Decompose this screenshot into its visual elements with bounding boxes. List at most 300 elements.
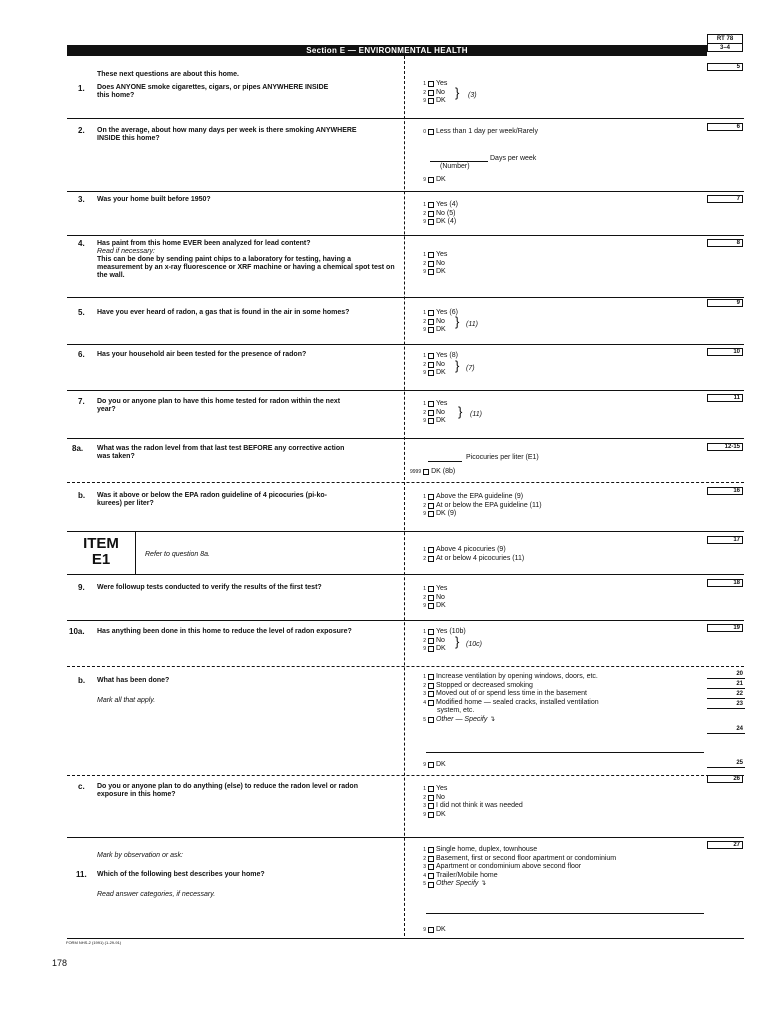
corner-code-line2: 3–4 [719,45,730,51]
q2-number: 2. [78,126,85,135]
section-header [67,45,707,56]
checkbox[interactable] [428,211,434,217]
item-e1-option-below[interactable] [420,555,524,564]
field-number-7: 7 [707,195,743,203]
option-label: DK (8b) [431,468,456,475]
option-code: 0 [423,129,426,135]
q4-option-dk[interactable] [420,268,447,277]
q5-option-yes[interactable] [420,309,458,318]
checkbox[interactable] [428,586,434,592]
checkbox[interactable] [428,882,434,888]
q1-option-yes[interactable] [420,80,447,89]
q10a-skip: (10c) [466,641,482,648]
option-code: 9 [423,603,426,610]
option-label: No [436,408,445,416]
divider-q2 [67,191,744,192]
divider-q5 [67,344,744,345]
q10c-number: c. [78,782,85,791]
checkbox[interactable] [428,202,434,208]
q4-read-if: Read if necessary: [97,248,155,255]
checkbox[interactable] [428,98,434,104]
option-label: Yes [436,400,448,407]
option-code: 1 [423,401,426,407]
option-code: 2 [423,361,426,368]
option-code: 1 [423,81,426,87]
q10b-option-modified[interactable] [420,699,599,708]
divider-q7 [67,438,744,439]
checkbox[interactable] [428,81,434,87]
q11-option-other[interactable] [420,880,616,889]
field-number-9: 9 [707,299,743,307]
checkbox[interactable] [428,847,434,853]
divider-item-e1 [67,574,744,575]
q9-option-dk[interactable] [420,602,447,611]
q3-number: 3. [78,195,85,204]
divider-q6 [67,390,744,391]
q6-brace: } [455,358,460,373]
option-label: At or below 4 picocuries (11) [436,554,525,562]
q10b-instruction: Mark all that apply. [97,697,156,704]
q11-options [420,846,616,889]
q4-options [420,251,447,277]
option-label: Stopped or decreased smoking [436,681,533,689]
checkbox[interactable] [428,683,434,689]
checkbox[interactable] [428,856,434,862]
q7-brace: } [458,404,463,419]
item-e1-id: E1 [91,551,111,568]
option-label: DK [436,176,446,183]
checkbox[interactable] [428,319,434,325]
q1-skip: (3) [468,92,477,99]
q7-option-dk[interactable] [420,417,447,426]
q2-days-input-line[interactable] [430,161,488,162]
field-number-12-15: 12-15 [707,443,743,451]
q5-option-dk[interactable] [420,326,458,335]
q3-option-yes[interactable] [420,201,458,210]
q8b-options [420,493,542,519]
field-number-18: 18 [707,579,743,587]
option-label: Yes (8) [436,352,458,359]
q11-number: 11. [76,870,87,879]
option-label: Single home, duplex, townhouse [436,846,538,853]
q4-option-yes[interactable] [420,251,447,260]
field-number-17: 17 [707,536,743,544]
checkbox[interactable] [428,803,434,809]
q8b-option-below[interactable] [420,502,542,511]
q4-option-no[interactable] [420,260,447,269]
option-code: 9 [423,762,426,768]
q10c-option-dk[interactable] [420,811,523,820]
q5-option-no[interactable] [420,318,458,327]
checkbox[interactable] [428,674,434,680]
option-code: 3 [423,864,426,871]
field-number-22: 22 [707,691,745,699]
checkbox[interactable] [428,864,434,870]
option-label: No [436,259,445,267]
q8a-option-dk[interactable] [410,468,455,477]
option-code: 4 [423,699,426,706]
option-label: No (5) [436,209,456,217]
field-number-8: 8 [707,239,743,247]
q7-skip: (11) [470,411,482,418]
option-code: 9999 [410,469,422,475]
option-code: 4 [423,872,426,879]
option-code: 1 [423,202,426,208]
option-code: 9 [423,177,426,183]
q3-option-no[interactable] [420,210,458,219]
q5-skip: (11) [466,321,478,328]
q9-option-no[interactable] [420,594,447,603]
checkbox[interactable] [428,691,434,697]
option-label: Modified home — sealed cracks, installed ventilation [436,698,599,706]
option-code: 5 [423,881,426,888]
q10a-brace: } [455,634,460,649]
q8b-text: Was it above or below the EPA radon guideline of 4 picocuries (pi-ko-kurees) per liter? [97,492,327,507]
checkbox[interactable] [428,503,434,509]
option-label: Less than 1 day per week/Rarely [436,128,538,135]
option-code: 1 [423,786,426,792]
option-label: DK [436,810,446,818]
q5-brace: } [455,314,460,329]
q4-text: Has paint from this home EVER been analyzed for lead content? [97,240,311,247]
q8a-text: What was the radon level from that last test BEFORE any corrective action was taken? [97,445,345,460]
option-label: No [436,636,445,644]
q4-read-text: This can be done by sending paint chips to a laboratory for testing, having a measurement by an x-ray fluorescence or XRF machine or having a chemical spot test on the wall. [97,256,395,279]
option-code: 2 [423,210,426,217]
option-code: 2 [423,260,426,267]
q1-options [420,80,447,106]
option-label: Moved out of or spend less time in the basement [436,690,587,698]
checkbox[interactable] [428,762,434,768]
corner-code-line1: RT 78 [708,35,742,44]
q9-option-yes[interactable] [420,585,447,594]
option-label: Apartment or condominium above second floor [436,863,582,871]
field-number-27: 27 [707,841,743,849]
q7-options [420,400,447,426]
q7-text: Do you or anyone plan to have this home tested for radon within the next year? [97,398,341,413]
field-number-6: 6 [707,123,743,131]
divider-q9 [67,620,744,621]
option-code: 9 [423,98,426,105]
option-label-cont: system, etc. [437,707,475,715]
item-e1-label-box [67,532,136,574]
q9-options [420,585,447,611]
divider-q10c [67,837,744,838]
checkbox[interactable] [428,927,434,933]
checkbox[interactable] [428,327,434,333]
option-label: No [436,593,445,601]
option-label: Yes (10b) [436,628,466,635]
q11-option-low-apartment[interactable] [420,855,616,864]
section-title: Section E — ENVIRONMENTAL HEALTH [306,46,468,55]
option-code: 2 [423,502,426,509]
q2-days-label: Days per week [490,155,537,162]
field-number-24: 24 [707,726,745,734]
q6-option-dk[interactable] [420,369,458,378]
field-number-23: 23 [707,701,745,709]
q10a-number: 10a. [69,627,85,636]
option-code: 9 [423,811,426,818]
field-number-21: 21 [707,681,745,689]
checkbox[interactable] [428,261,434,267]
divider-q10a [67,666,744,667]
checkbox[interactable] [428,595,434,601]
option-label: Trailer/Mobile home [436,871,498,879]
q6-number: 6. [78,350,85,359]
checkbox[interactable] [428,410,434,416]
checkbox[interactable] [428,362,434,368]
option-label: DK [436,761,446,768]
checkbox[interactable] [428,90,434,96]
option-label: Yes [436,80,448,87]
checkbox[interactable] [428,717,434,723]
checkbox[interactable] [428,310,434,316]
q11-option-high-apartment[interactable] [420,863,616,872]
checkbox[interactable] [428,252,434,258]
item-e1-refer: Refer to question 8a. [145,551,210,558]
q6-text: Has your household air been tested for the presence of radon? [97,351,307,358]
q10b-option-other[interactable] [420,716,599,725]
q6-skip: (7) [466,365,475,372]
q8b-option-above[interactable] [420,493,542,502]
field-number-10: 10 [707,348,743,356]
option-label: DK [436,417,446,425]
checkbox[interactable] [428,494,434,500]
q8a-level-input-line[interactable] [428,461,462,462]
option-code: 9 [423,219,426,226]
option-label: No [436,317,445,325]
q2-option-dk[interactable] [420,176,446,185]
checkbox[interactable] [428,177,434,183]
q8b-number: b. [78,491,86,500]
q10b-specify-line[interactable] [426,752,704,753]
checkbox[interactable] [428,269,434,275]
option-label: Other — Specify [436,715,488,723]
option-label: No [436,88,445,96]
q1-option-no[interactable] [420,89,447,98]
q1-text: Does ANYONE smoke cigarettes, cigars, or pipes ANYWHERE INSIDE this home? [97,84,329,99]
q6-option-yes[interactable] [420,352,458,361]
divider-q1 [67,118,744,119]
q2-number-label: (Number) [440,163,470,170]
divider-bottom [67,938,744,939]
option-code: 1 [423,310,426,316]
checkbox[interactable] [428,795,434,801]
option-label: Above the EPA guideline (9) [436,493,524,500]
option-code: 3 [423,691,426,698]
divider-q4 [67,297,744,298]
option-code: 2 [423,555,426,562]
checkbox[interactable] [428,418,434,424]
checkbox[interactable] [428,129,434,135]
q5-number: 5. [78,308,85,317]
field-number-25: 25 [707,760,745,768]
checkbox[interactable] [428,873,434,879]
item-e1-options [420,546,524,563]
q11-instruction-read: Read answer categories, if necessary. [97,891,216,898]
option-label: Increase ventilation by opening windows, doors, etc. [436,673,598,680]
option-label: Yes [436,785,448,792]
q11-specify-line[interactable] [426,913,704,914]
q7-option-no[interactable] [420,409,447,418]
option-code: 2 [423,409,426,416]
option-code: 1 [423,353,426,359]
option-code: 1 [423,252,426,258]
option-code: 2 [423,594,426,601]
q10c-option-yes[interactable] [420,785,523,794]
option-code: 1 [423,586,426,592]
option-label: No [436,360,445,368]
q8a-picocuries-label: Picocuries per liter (E1) [466,454,539,461]
q10b-text: What has been done? [97,677,170,684]
field-number-20: 20 [707,671,745,679]
option-label: Yes [436,585,448,592]
q9-text: Were followup tests conducted to verify the results of the first test? [97,584,322,591]
column-divider [404,56,405,936]
option-code: 1 [423,847,426,853]
q10c-option-not-needed[interactable] [420,802,523,811]
q10b-options [420,673,599,725]
checkbox[interactable] [428,603,434,609]
option-code: 9 [423,327,426,334]
option-code: 2 [423,89,426,96]
option-label: DK [436,926,446,933]
option-code: 2 [423,318,426,325]
option-label: No [436,793,445,801]
q10a-text: Has anything been done in this home to reduce the level of radon exposure? [97,628,352,635]
q8b-option-dk[interactable] [420,510,542,519]
q10b-option-basement[interactable] [420,690,599,699]
checkbox[interactable] [428,629,434,635]
q5-text: Have you ever heard of radon, a gas that is found in the air in some homes? [97,309,350,316]
q11-text: Which of the following best describes your home? [97,871,265,878]
checkbox[interactable] [428,353,434,359]
q10b-option-smoking[interactable] [420,682,599,691]
item-e1-option-above[interactable] [420,546,524,555]
q7-option-yes[interactable] [420,400,447,409]
field-number-11: 11 [707,394,743,402]
q10c-options [420,785,523,819]
option-label: I did not think it was needed [436,802,523,810]
checkbox[interactable] [428,219,434,225]
q11-option-dk[interactable] [420,926,446,935]
item-e1-item-word: ITEM [83,535,119,552]
option-code: 9 [423,418,426,425]
q10b-option-dk[interactable] [420,761,446,770]
q1-number: 1. [78,84,85,93]
q5-options [420,309,458,335]
page-number: 178 [52,958,68,968]
q1-intro: These next questions are about this home. [97,71,239,78]
field-number-16: 16 [707,487,743,495]
q4-number: 4. [78,239,85,248]
option-code: 9 [423,646,426,653]
divider-q10b [67,775,744,776]
option-label: DK [436,97,446,105]
q10b-number: b. [78,676,86,685]
corner-code-box [707,34,743,52]
checkbox[interactable] [428,401,434,407]
option-label: Above 4 picocuries (9) [436,546,506,553]
option-code: 1 [423,494,426,500]
checkbox[interactable] [423,469,429,475]
q3-option-dk[interactable] [420,218,458,227]
field-number-5: 5 [707,63,743,71]
checkbox[interactable] [428,511,434,517]
q10c-option-no[interactable] [420,794,523,803]
checkbox[interactable] [428,547,434,553]
checkbox[interactable] [428,786,434,792]
option-code: 9 [423,370,426,377]
q6-options [420,352,458,378]
q3-text: Was your home built before 1950? [97,196,211,203]
checkbox[interactable] [428,638,434,644]
field-number-26: 26 [707,775,743,783]
option-code: 9 [423,269,426,276]
arrow-down-icon: ↴ [489,715,496,723]
option-code: 1 [423,547,426,553]
option-code: 5 [423,716,426,723]
option-code: 2 [423,855,426,862]
option-label: DK [436,268,446,276]
option-code: 9 [423,927,426,933]
divider-q8a [67,482,744,483]
q10b-option-ventilation[interactable] [420,673,599,682]
option-code: 2 [423,682,426,689]
checkbox[interactable] [428,646,434,652]
option-code: 1 [423,674,426,680]
divider-q8b [67,531,744,532]
option-label: DK [436,602,446,610]
checkbox[interactable] [428,370,434,376]
field-number-19: 19 [707,624,743,632]
option-label: DK [436,369,446,377]
q1-brace: } [455,85,460,100]
option-label: DK [436,645,446,653]
checkbox[interactable] [428,700,434,706]
option-label: Yes (6) [436,309,458,316]
option-label: DK (4) [436,218,457,226]
checkbox[interactable] [428,556,434,562]
q11-option-single-home[interactable] [420,846,616,855]
q2-option-rarely[interactable] [420,128,538,137]
q1-option-dk[interactable] [420,97,447,106]
option-code: 2 [423,637,426,644]
arrow-down-icon: ↴ [480,880,487,888]
divider-q3 [67,235,744,236]
option-label: Basement, first or second floor apartment or condominium [436,854,617,862]
option-code: 9 [423,511,426,518]
checkbox[interactable] [428,812,434,818]
option-label: DK (9) [436,510,457,518]
option-label: At or below the EPA guideline (11) [436,501,542,509]
option-label: Yes [436,251,448,258]
q7-number: 7. [78,397,85,406]
option-code: 3 [423,803,426,810]
option-label: Yes (4) [436,201,458,208]
q2-text: On the average, about how many days per week is there smoking ANYWHERE INSIDE this home? [97,127,357,142]
q10b-option-modified-cont [420,707,599,716]
option-code: 2 [423,794,426,801]
option-label: DK [436,326,446,334]
q9-number: 9. [78,583,85,592]
option-label: Other Specify [436,880,479,888]
q10c-text: Do you or anyone plan to do anything (else) to reduce the radon level or radon exposure in this home? [97,783,358,798]
q8a-number: 8a. [72,444,84,453]
form-number: FORM NHS-2 (1991) (1-29-91) [66,940,122,945]
q11-option-trailer[interactable] [420,872,616,881]
q3-options [420,201,458,227]
